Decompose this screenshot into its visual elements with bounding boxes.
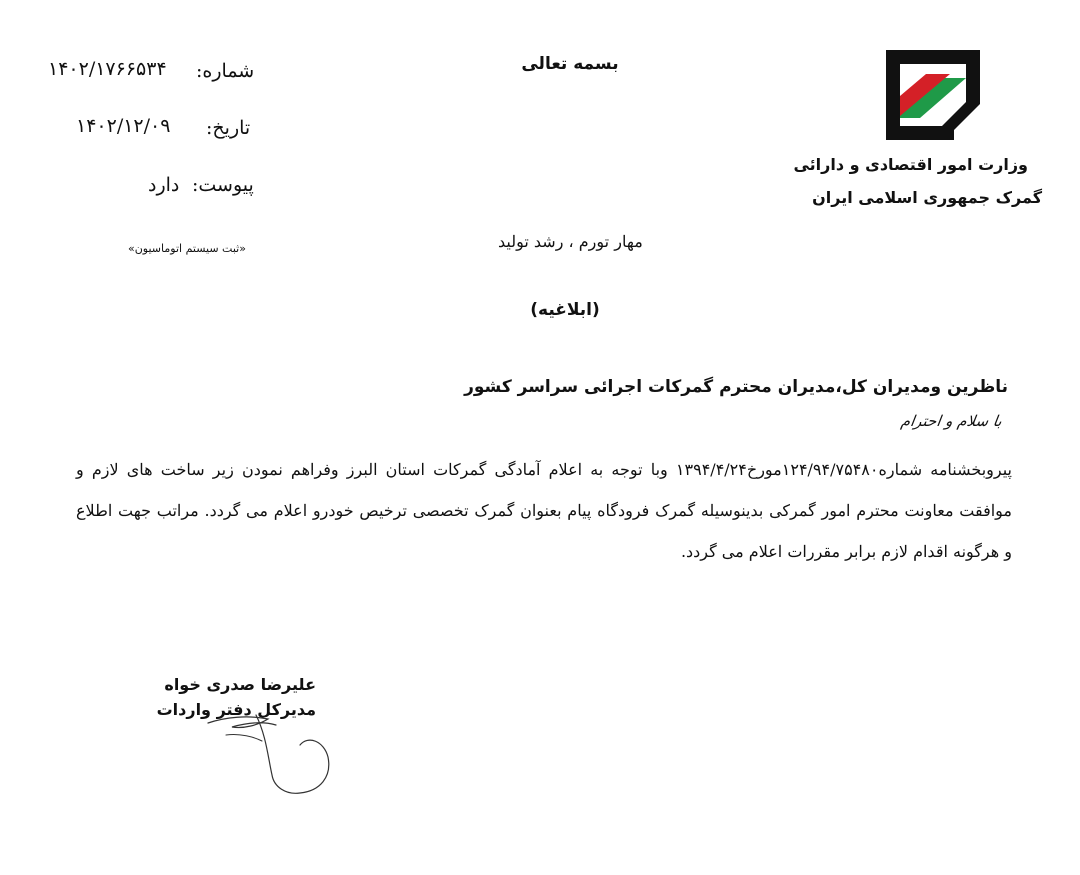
notice-title: (ابلاغیه) (530, 300, 600, 320)
number-label: شماره: (196, 60, 255, 82)
addressee: ناظرین ومدیران کل،مدیران محترم گمرکات اجرائی سراسر کشور (464, 377, 1008, 397)
slogan-line: مهار تورم ، رشد تولید (498, 232, 643, 251)
attachment-label: پیوست: (192, 174, 254, 196)
customs-logo (880, 44, 986, 146)
signer-name: علیرضا صدری خواه (164, 675, 316, 694)
attachment-value: دارد (148, 174, 180, 196)
automation-note: «ثبت سیستم اتوماسیون» (128, 242, 246, 255)
date-label: تاریخ: (206, 117, 251, 139)
number-value: ۱۴۰۲/۱۷۶۶۵۳۴ (48, 58, 167, 80)
signer-title: مدیرکل دفتر واردات (156, 700, 316, 719)
handwritten-signature (196, 705, 346, 805)
organization-name: گمرک جمهوری اسلامی ایران (812, 188, 1042, 207)
greeting-handwritten: با سلام و احترام (899, 412, 1004, 430)
body-paragraph: پیروبخشنامه شماره۱۲۴/۹۴/۷۵۴۸۰مورخ۱۳۹۴/۴/۲۴ وبا توجه به اعلام آمادگی گمرکات استان البرز وفراهم نمودن زیر ساخت های لازم و موافقت معاونت محترم امور گمرکی بدینوسیله گمرک فرودگاه پیام بعنوان گمرک تخصصی ترخیص خودرو اعلام می گردد. مراتب جهت اطلاع و هرگونه اقدام لازم برابر مقررات اعلام می گردد. (76, 460, 1012, 561)
basmala: بسمه تعالی (521, 54, 619, 74)
date-value: ۱۴۰۲/۱۲/۰۹ (76, 115, 171, 137)
ministry-name: وزارت امور اقتصادی و دارائی (793, 155, 1028, 174)
